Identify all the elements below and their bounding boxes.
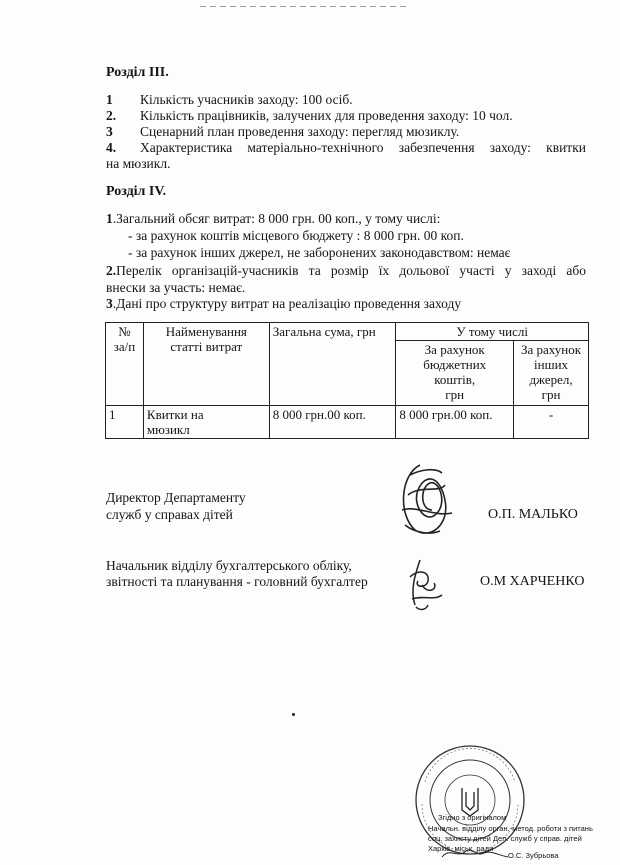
scan-artifact-line <box>200 6 410 7</box>
row-other: - <box>514 406 589 439</box>
section3-item-4 <box>106 140 586 156</box>
stamp-line4: Харків. міськ. ради <box>428 844 494 853</box>
section4-p1 <box>106 211 440 227</box>
section4-p3 <box>106 296 461 312</box>
item-text: Сценарний план проведення заходу: перегляд мюзиклу. <box>140 124 460 139</box>
header-budget-l4: грн <box>445 387 465 403</box>
section3-item-1 <box>106 92 353 108</box>
director-signature <box>390 455 470 540</box>
p2-number: 2. <box>106 263 117 278</box>
section4-p1a: - за рахунок коштів місцевого бюджету : 8 000 грн. 00 коп. <box>128 228 464 243</box>
chief-name: О.М ХАРЧЕНКО <box>480 574 585 589</box>
item-text: Кількість працівників, залучених для проведення заходу: 10 чол. <box>140 108 513 123</box>
header-other-l4: грн <box>541 387 561 403</box>
p3-number: 3 <box>106 296 113 311</box>
header-budget-l3: коштів, <box>434 372 476 388</box>
table-header-row <box>106 323 589 341</box>
p1-text: .Загальний обсяг витрат: 8 000 грн. 00 коп., у тому числі: <box>112 211 441 226</box>
stamp-signature <box>440 845 510 861</box>
header-other-l1: За рахунок <box>520 342 582 358</box>
section3-item-2 <box>106 108 513 124</box>
stamp-line3: соц. захисту дітей Деп. служб у справ. дітей <box>428 834 582 843</box>
header-number-cell <box>106 323 144 406</box>
row-budget: 8 000 грн.00 коп. <box>396 406 514 439</box>
stamp-line1: Згідно з оригіналом <box>438 813 507 822</box>
item-number: 2. <box>106 108 117 123</box>
section4-p2 <box>106 263 586 279</box>
chief-title-line1: Начальник відділу бухгалтерського обліку, <box>106 558 352 573</box>
section3-item-4-cont: на мюзикл. <box>106 156 171 171</box>
section4-p1b: - за рахунок інших джерел, не заборонених законодавством: немає <box>128 245 511 260</box>
header-no2: за/п <box>113 339 136 354</box>
header-budget-l1: За рахунок <box>424 342 485 358</box>
section3-item-3 <box>106 124 459 140</box>
director-title-line2: служб у справах дітей <box>106 507 233 522</box>
row-name-cell <box>143 406 269 439</box>
header-including-cell: У тому числі <box>396 323 589 341</box>
row-name-l1: Квитки на <box>146 407 204 422</box>
section3-heading: Розділ ІІІ. <box>106 65 169 80</box>
item-number: 3 <box>106 124 113 139</box>
stamp-line2: Начальн. відділу орган.-метод. роботи з питань <box>428 824 593 833</box>
header-no: № <box>118 324 131 339</box>
section4-heading: Розділ IV. <box>106 184 167 199</box>
item-number: 4. <box>106 140 117 155</box>
row-total: 8 000 грн.00 коп. <box>269 406 396 439</box>
row-number: 1 <box>106 406 144 439</box>
item-number: 1 <box>106 92 113 107</box>
header-other-l3: джерел, <box>529 372 573 388</box>
director-name: О.П. МАЛЬКО <box>488 507 578 522</box>
p1-number: 1 <box>106 211 113 226</box>
header-name-cell <box>143 323 269 406</box>
p3-text: .Дані про структуру витрат на реалізацію проведення заходу <box>112 296 462 311</box>
p2-text: Перелік організацій-учасників та розмір їх дольової участі у заході або <box>116 263 586 278</box>
row-name-l2: мюзикл <box>146 422 190 437</box>
item-text: Характеристика матеріально-технічного забезпечення заходу: квитки <box>140 140 586 155</box>
header-other-cell <box>514 341 589 406</box>
chief-title-line2: звітності та планування - головний бухгалтер <box>106 574 368 589</box>
header-budget-l2: бюджетних <box>423 357 487 373</box>
stamp-line5: О.С. Зубрьова <box>508 851 559 860</box>
section4-p2-cont: внески за участь: немає. <box>106 280 246 295</box>
item-text: Кількість учасників заходу: 100 осіб. <box>140 92 353 107</box>
header-budget-cell <box>396 341 514 406</box>
header-total-cell: Загальна сума, грн <box>269 323 396 406</box>
header-other-l2: інших <box>534 357 569 373</box>
chief-signature <box>400 555 450 615</box>
header-name1: Найменування <box>165 324 247 339</box>
cost-structure-table <box>105 322 589 439</box>
header-name2: статті витрат <box>170 339 243 354</box>
director-title-line1: Директор Департаменту <box>106 490 246 505</box>
scan-dot <box>292 713 295 716</box>
table-row <box>106 406 589 439</box>
